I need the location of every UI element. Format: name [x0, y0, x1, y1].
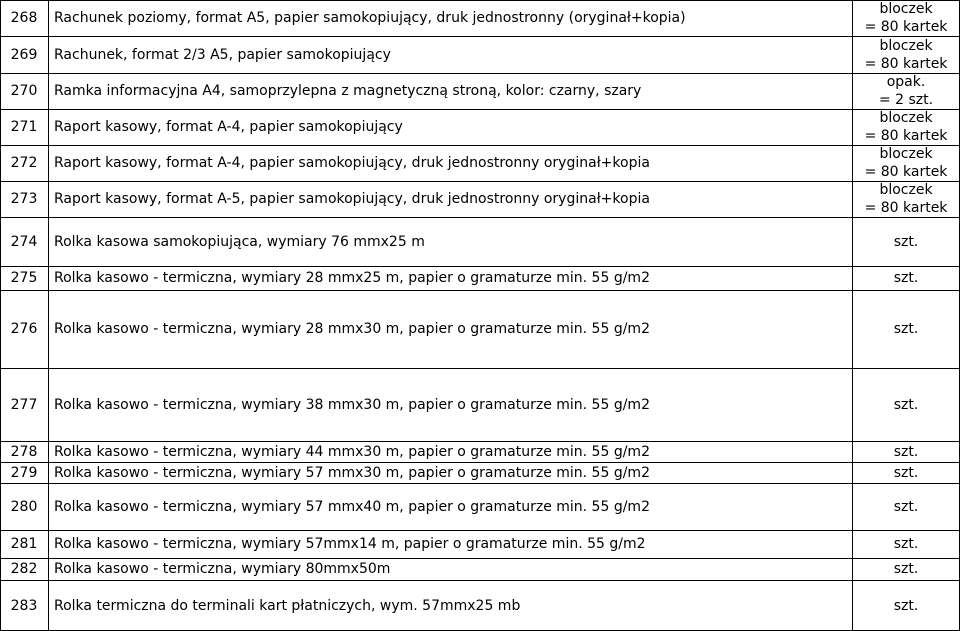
item-unit — [852, 0, 960, 36]
unit-text: szt. — [893, 443, 919, 460]
column-divider — [48, 0, 49, 631]
row-divider — [0, 368, 960, 369]
table-row — [0, 290, 960, 368]
row-divider — [0, 73, 960, 74]
row-divider — [0, 145, 960, 146]
item-description: Raport kasowy, format A-4, papier samokopiujący, druk jednostronny oryginał+kopia — [54, 155, 650, 171]
table-row — [0, 73, 960, 109]
unit-text: = 80 kartek — [864, 200, 948, 216]
unit-text: bloczek — [879, 182, 933, 198]
unit-text: szt. — [893, 597, 919, 614]
table-row — [0, 558, 960, 580]
unit-text: szt. — [893, 396, 919, 413]
item-description: Raport kasowy, format A-5, papier samokopiujący, druk jednostronny oryginał+kopia — [54, 191, 650, 207]
item-description: Rolka kasowo - termiczna, wymiary 28 mmx25 m, papier o gramaturze min. 55 g/m2 — [54, 270, 650, 286]
unit-text: szt. — [893, 321, 919, 337]
unit-text: opak. — [886, 74, 926, 90]
item-unit — [852, 73, 960, 109]
item-unit — [852, 217, 960, 266]
unit-text: szt. — [893, 233, 919, 250]
table-row — [0, 368, 960, 441]
table-row — [0, 441, 960, 462]
unit-text: szt. — [893, 270, 919, 286]
item-description: Rolka kasowa samokopiująca, wymiary 76 mmx25 m — [54, 233, 425, 250]
row-divider — [0, 181, 960, 182]
item-unit — [852, 462, 960, 483]
unit-text: = 80 kartek — [864, 19, 948, 35]
table-row — [0, 109, 960, 145]
item-number: 268 — [10, 10, 38, 26]
row-divider — [0, 217, 960, 218]
row-divider — [0, 558, 960, 559]
table-row — [0, 145, 960, 181]
item-description: Rolka kasowo - termiczna, wymiary 44 mmx30 m, papier o gramaturze min. 55 g/m2 — [54, 443, 650, 460]
item-number: 279 — [10, 464, 38, 481]
unit-text: = 80 kartek — [864, 164, 948, 180]
item-number: 272 — [10, 155, 38, 171]
item-unit — [852, 266, 960, 290]
item-number: 274 — [10, 233, 38, 250]
item-number: 283 — [10, 597, 38, 614]
row-divider — [0, 580, 960, 581]
item-number: 282 — [10, 561, 38, 577]
item-description: Ramka informacyjna A4, samoprzylepna z magnetyczną stroną, kolor: czarny, szary — [54, 83, 642, 99]
item-unit — [852, 530, 960, 558]
unit-text: szt. — [893, 464, 919, 481]
item-description: Rolka kasowo - termiczna, wymiary 57mmx14 m, papier o gramaturze min. 55 g/m2 — [54, 536, 646, 552]
item-number: 271 — [10, 119, 38, 135]
item-number: 280 — [10, 498, 38, 515]
item-description: Rolka kasowo - termiczna, wymiary 57 mmx30 m, papier o gramaturze min. 55 g/m2 — [54, 464, 650, 481]
item-number: 269 — [10, 46, 38, 63]
unit-text: bloczek — [879, 1, 933, 17]
item-description: Rolka kasowo - termiczna, wymiary 28 mmx30 m, papier o gramaturze min. 55 g/m2 — [54, 321, 650, 337]
table-row — [0, 217, 960, 266]
unit-text: bloczek — [879, 146, 933, 162]
item-description: Rolka kasowo - termiczna, wymiary 80mmx50m — [54, 561, 391, 577]
item-description: Rolka kasowo - termiczna, wymiary 57 mmx40 m, papier o gramaturze min. 55 g/m2 — [54, 498, 650, 515]
table-row — [0, 266, 960, 290]
item-unit — [852, 441, 960, 462]
item-number: 276 — [10, 321, 38, 337]
item-number: 270 — [10, 83, 38, 99]
unit-text: = 80 kartek — [864, 128, 948, 144]
unit-text: szt. — [893, 561, 919, 577]
item-description: Rolka termiczna do terminali kart płatniczych, wym. 57mmx25 mb — [54, 597, 521, 614]
item-description: Rolka kasowo - termiczna, wymiary 38 mmx30 m, papier o gramaturze min. 55 g/m2 — [54, 396, 650, 413]
item-unit — [852, 145, 960, 181]
row-divider — [0, 441, 960, 442]
item-unit — [852, 181, 960, 217]
row-divider — [0, 109, 960, 110]
item-number: 273 — [10, 191, 38, 207]
item-unit — [852, 483, 960, 530]
unit-text: = 2 szt. — [878, 92, 934, 108]
item-number: 278 — [10, 443, 38, 460]
table-row — [0, 580, 960, 631]
unit-text: szt. — [893, 536, 919, 552]
item-unit — [852, 558, 960, 580]
item-description: Raport kasowy, format A-4, papier samokopiujący — [54, 119, 403, 135]
item-unit — [852, 368, 960, 441]
row-divider — [0, 530, 960, 531]
table-row — [0, 483, 960, 530]
table-row — [0, 462, 960, 483]
column-divider — [852, 0, 853, 631]
row-divider — [0, 266, 960, 267]
table-row — [0, 530, 960, 558]
row-divider — [0, 483, 960, 484]
item-description: Rachunek, format 2/3 A5, papier samokopiujący — [54, 46, 391, 63]
item-number: 281 — [10, 536, 38, 552]
column-divider — [0, 0, 1, 631]
row-divider — [0, 0, 960, 1]
unit-text: = 80 kartek — [864, 55, 948, 72]
row-divider — [0, 290, 960, 291]
unit-text: bloczek — [879, 110, 933, 126]
item-unit — [852, 109, 960, 145]
row-divider — [0, 36, 960, 37]
item-number: 277 — [10, 396, 38, 413]
table-row — [0, 36, 960, 73]
unit-text: bloczek — [879, 37, 933, 54]
row-divider — [0, 462, 960, 463]
item-description: Rachunek poziomy, format A5, papier samokopiujący, druk jednostronny (oryginał+kopia) — [54, 10, 686, 26]
item-unit — [852, 36, 960, 73]
item-unit — [852, 290, 960, 368]
table-row — [0, 181, 960, 217]
item-unit — [852, 580, 960, 631]
item-number: 275 — [10, 270, 38, 286]
table-row — [0, 0, 960, 36]
unit-text: szt. — [893, 498, 919, 515]
